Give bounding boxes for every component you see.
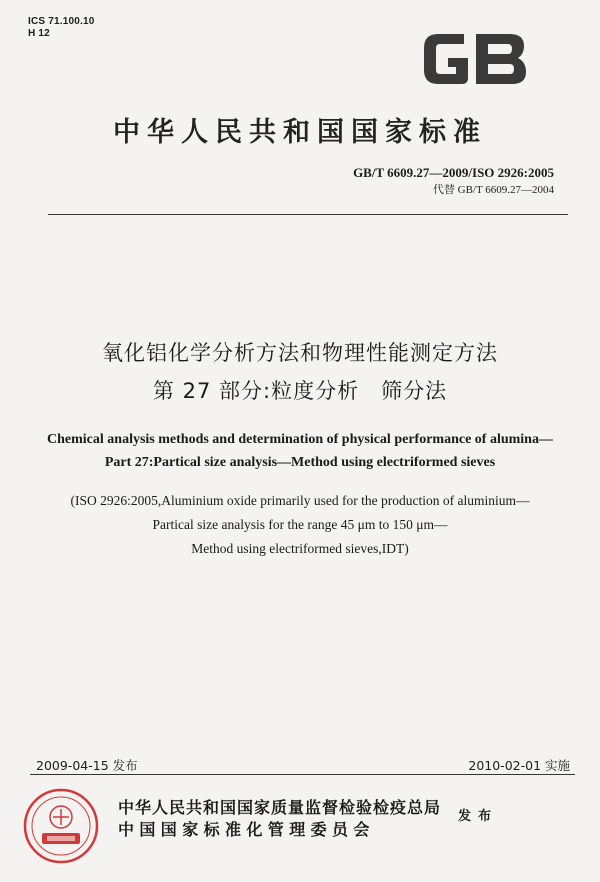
- publication-date: 2009-04-15 发布: [36, 758, 138, 773]
- iso-identity-line-3: Method using electriformed sieves,IDT): [191, 541, 409, 556]
- ccs-code: H 12: [28, 28, 50, 39]
- issuer-line-1: 中华人民共和国国家质量监督检验检疫总局: [118, 798, 442, 817]
- english-title-line-1: Chemical analysis methods and determination of physical performance of alumina—: [47, 432, 553, 447]
- iso-identity-line-1: (ISO 2926:2005,Aluminium oxide primarily used for the production of aluminium—: [70, 493, 530, 508]
- chinese-title-line-1: 氧化铝化学分析方法和物理性能测定方法: [102, 341, 498, 365]
- chinese-title-line-2: 第 27 部分:粒度分析 筛分法: [152, 379, 448, 403]
- gb-logo: [412, 20, 534, 98]
- issue-verb: 发布: [458, 809, 499, 824]
- replaces-note: 代替 GB/T 6609.27—2004: [432, 184, 554, 196]
- issuer-line-2: 中国国家标准化管理委员会: [118, 820, 375, 839]
- header-divider: [48, 214, 568, 215]
- english-title-line-2: Part 27:Partical size analysis—Method using electriformed sieves: [104, 455, 496, 470]
- iso-identity-line-2: Partical size analysis for the range 45 μm to 150 μm—: [152, 517, 448, 532]
- footer-divider: [30, 774, 575, 775]
- ics-code: ICS 71.100.10: [28, 16, 95, 27]
- anti-counterfeit-seal-icon: [20, 785, 102, 867]
- standard-number: GB/T 6609.27—2009/ISO 2926:2005: [353, 165, 554, 180]
- implementation-date: 2010-02-01 实施: [468, 758, 570, 773]
- standard-title: 中华人民共和国国家标准: [113, 117, 487, 148]
